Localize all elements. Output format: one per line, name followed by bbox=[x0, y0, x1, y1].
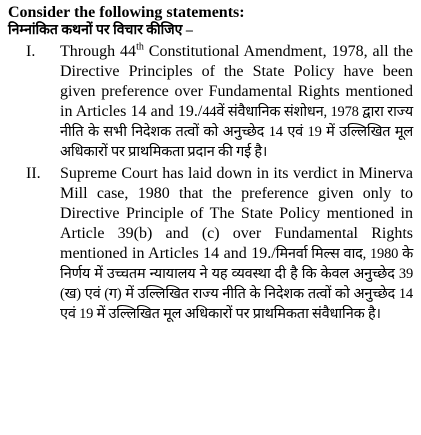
statement-text-english: Through 44 bbox=[60, 43, 137, 60]
statement-2 bbox=[8, 164, 413, 324]
statement-number: II. bbox=[26, 165, 41, 182]
statement-text-english-cont: Constitutional Amendment, 1978, all the Directive Principles of the State Policy have been given preference over Fundamental Rights mentioned in Articles 14 and 19./ bbox=[60, 43, 414, 120]
ordinal-suffix: th bbox=[136, 41, 144, 53]
statement-text-hindi: मिनर्वा मिल्स वाद, 1980 के निर्णय में उच्चतम न्यायालय ने यह व्यवस्था दी है कि केवल अनुच्छेद 39 (ख) एवं (ग) में उल्लिखित राज्य नीति के निदेशक तत्वों को अनुच्छेद 14 एवं 19 में उल्लिखित मूल अधिकारों पर प्राथमिकता संवैधानिक है। bbox=[60, 246, 414, 322]
statement-text-english: Supreme Court has laid down in its verdict in Minerva Mill case, 1980 that the preference given only to Directive Principle of The State Policy mentioned in Article 39(b) and (c) over Fundamental Rights mentioned in Articles 14 and 19./ bbox=[60, 165, 413, 262]
statement-text-hindi: 44वें संवैधानिक संशोधन, 1978 द्वारा राज्य नीति के सभी निदेशक तत्वों को अनुच्छेद 14 एवं 19 में उल्लिखित मूल अधिकारों पर प्राथमिकता प्रदान की गई है। bbox=[60, 104, 413, 160]
question-heading: Consider the following statements: bbox=[8, 4, 245, 21]
statement-1 bbox=[8, 42, 413, 162]
question-heading-hindi: निम्नांकित कथनों पर विचार कीजिए – bbox=[8, 23, 193, 38]
statement-text bbox=[60, 42, 413, 162]
statement-number: I. bbox=[26, 43, 36, 60]
statement-text bbox=[60, 164, 413, 324]
